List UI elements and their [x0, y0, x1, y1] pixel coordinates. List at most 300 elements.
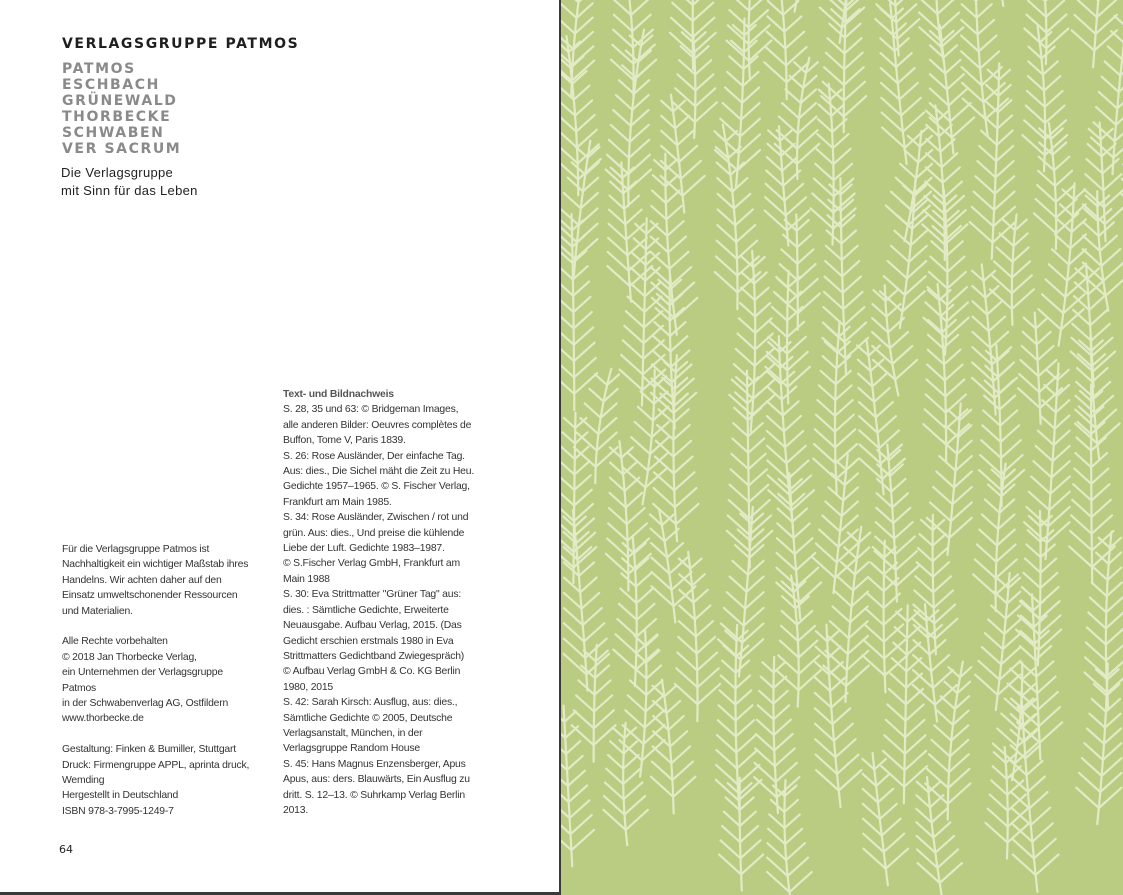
leaf-branch — [1041, 559, 1057, 573]
leaf-branch — [981, 131, 997, 145]
leaf-branch — [608, 238, 627, 255]
leaf-branch — [954, 472, 972, 488]
leaf-branch — [894, 522, 912, 539]
leaf-branch — [748, 439, 764, 453]
leaf-branch — [823, 356, 837, 369]
leaf-branch — [1037, 677, 1055, 694]
leaf-branch — [698, 684, 721, 704]
leaf-branch — [623, 769, 640, 784]
leaf-branch — [994, 261, 1012, 277]
leaf-branch — [768, 829, 785, 844]
leaf-branch — [1033, 461, 1051, 477]
leaf-branch — [815, 724, 834, 741]
leaf-branch — [768, 144, 782, 156]
leaf-branch — [946, 394, 966, 412]
leaf-branch — [564, 0, 579, 2]
leaf-branch — [863, 640, 884, 659]
leaf-branch — [1028, 1, 1046, 17]
leaf-branch — [1029, 792, 1047, 808]
leaf-branch — [624, 196, 639, 209]
leaf-branch — [873, 304, 887, 317]
leaf-branch — [895, 537, 915, 555]
leaf-branch — [606, 769, 623, 784]
leaf-branch — [906, 704, 924, 720]
leaf-branch — [790, 872, 812, 892]
leaf-branch — [740, 303, 755, 317]
leaf-branch — [1106, 598, 1122, 613]
leaf-branch — [578, 0, 593, 2]
leaf-branch — [1056, 185, 1075, 202]
leaf-branch — [988, 809, 1008, 827]
leaf-branch — [673, 777, 695, 797]
leaf-branch — [1088, 613, 1106, 629]
leaf-branch — [564, 418, 575, 428]
leaf-branch — [825, 261, 842, 276]
sustainability-line: Handelns. Wir achten daher auf den — [62, 574, 222, 586]
leaf-branch — [819, 385, 835, 400]
leaf-branch — [574, 297, 591, 312]
leaf-branch — [566, 741, 580, 754]
leaf-branch — [561, 130, 577, 148]
leaf-branch — [1039, 157, 1054, 171]
leaf-branch — [833, 708, 851, 724]
leaf-branch — [777, 553, 796, 570]
leaf-branch — [776, 568, 797, 587]
leaf-branch — [997, 115, 1012, 128]
leaf-branch — [670, 252, 689, 269]
leaf-branch — [1107, 583, 1122, 597]
leaf-branch — [950, 740, 968, 757]
leaf-branch — [787, 211, 809, 231]
leaf-branch — [1094, 396, 1113, 413]
leaf-branch — [1085, 743, 1103, 760]
leaf-branch — [767, 431, 785, 447]
leaf-branch — [1092, 583, 1107, 597]
leaf-branch — [787, 322, 804, 337]
leaf-branch — [625, 796, 646, 815]
leaf-branch — [786, 843, 805, 860]
leaf-branch — [979, 661, 1000, 680]
leaf-branch — [1040, 573, 1057, 588]
leaf-branch — [983, 410, 1000, 425]
leaf-branch — [961, 36, 979, 52]
imprint-name: SCHWABEN — [62, 125, 165, 141]
leaf-branch — [905, 720, 924, 737]
leaf-branch — [1072, 338, 1093, 356]
leaf-branch — [613, 30, 633, 48]
leaf-branch — [981, 440, 1001, 458]
leaf-branch — [927, 380, 946, 397]
leaf-branch — [991, 606, 1006, 619]
leaf-branch — [1041, 544, 1055, 557]
leaf-branch — [892, 658, 907, 671]
leaf-branch — [826, 53, 844, 70]
credit-line: Verlagsgruppe Random House — [283, 743, 420, 755]
leaf-branch — [896, 551, 917, 570]
leaf-branch — [1106, 643, 1123, 661]
leaf-branch — [767, 387, 782, 400]
leaf-branch — [895, 0, 913, 6]
leaf-branch — [768, 342, 779, 352]
leaf-branch — [576, 115, 594, 132]
leaf-branch — [791, 490, 814, 511]
leaf-branch — [745, 592, 763, 609]
leaf-branch — [946, 211, 959, 223]
leaf-branch — [823, 307, 844, 326]
leaf-branch — [607, 155, 629, 174]
leaf-branch — [561, 461, 575, 475]
leaf-branch — [877, 493, 893, 507]
leaf-branch — [1088, 282, 1102, 294]
leaf-branch — [798, 294, 820, 314]
leaf-branch — [577, 224, 598, 243]
leaf-branch — [885, 655, 908, 675]
leaf-branch — [632, 15, 650, 32]
leaf-branch — [583, 608, 602, 625]
leaf-branch — [677, 131, 693, 145]
leaf-branch — [996, 161, 1014, 177]
leaf-branch — [698, 668, 719, 687]
leaf-branch — [1012, 275, 1032, 293]
leaf-branch — [654, 488, 675, 507]
leaf-branch — [755, 748, 775, 766]
leaf-branch — [817, 400, 835, 416]
leaf-branch — [561, 18, 575, 34]
leaf-branch — [1087, 268, 1099, 279]
leaf-branch — [561, 343, 574, 361]
credit-line: dies. : Sämtliche Gedichte, Erweiterte — [283, 604, 449, 616]
leaf-branch — [625, 210, 641, 225]
leaf-branch — [815, 708, 833, 724]
leaf-branch — [1101, 249, 1120, 266]
leaf-branch — [977, 4, 992, 18]
leaf-branch — [814, 444, 835, 463]
leaf-branch — [725, 88, 742, 103]
leaf-branch — [1076, 788, 1099, 808]
leaf-branch — [692, 574, 705, 586]
leaf-branch — [671, 350, 689, 367]
leaf-branch — [653, 407, 668, 421]
leaf-branch — [825, 277, 843, 293]
leaf-branch — [970, 222, 993, 243]
rights-line: Alle Rechte vorbehalten — [62, 636, 168, 648]
leaf-branch — [767, 32, 786, 49]
leaf-branch — [573, 282, 589, 296]
leaf-branch — [878, 789, 893, 803]
leaf-branch — [749, 469, 767, 485]
leaf-branch — [792, 509, 807, 522]
leaf-branch — [1105, 714, 1121, 728]
leaf-branch — [785, 32, 804, 49]
leaf-branch — [956, 456, 972, 471]
leaf-branch — [681, 161, 701, 179]
leaf-branch — [1071, 515, 1092, 534]
decorative-leaf-page — [561, 0, 1123, 895]
leaf-branch — [1023, 573, 1040, 588]
leaf-branch — [594, 710, 614, 728]
leaf-branch — [715, 272, 738, 292]
leaf-branch — [798, 117, 817, 134]
leaf-branch — [653, 336, 670, 351]
leaf-branch — [939, 13, 959, 31]
leaf-branch — [973, 332, 991, 348]
leaf-branch — [1100, 236, 1117, 251]
leaf-branch — [934, 725, 951, 740]
leaf-branch — [896, 178, 914, 194]
leaf-branch — [1001, 440, 1021, 458]
leaf-branch — [694, 590, 708, 603]
leaf-branch — [925, 409, 947, 428]
leaf-branch — [1036, 318, 1048, 329]
leaf-branch — [915, 576, 933, 592]
leaf-branch — [740, 783, 752, 794]
leaf-branch — [1092, 515, 1113, 534]
leaf-branch — [780, 641, 799, 658]
leaf-branch — [882, 819, 901, 836]
leaf-branch — [732, 454, 749, 469]
leaf-branch — [597, 433, 617, 451]
leaf-branch — [833, 606, 851, 622]
leaf-branch — [1046, 1, 1064, 17]
leaf-branch — [630, 680, 646, 695]
leaf-branch — [731, 469, 749, 485]
leaf-branch — [567, 756, 583, 770]
leaf-branch — [901, 98, 921, 116]
leaf-branch — [1031, 808, 1050, 825]
leaf-branch — [668, 716, 683, 730]
leaf-branch — [767, 843, 786, 860]
leaf-branch — [679, 146, 697, 162]
leaf-branch — [909, 246, 927, 262]
leaf-branch — [895, 360, 917, 380]
leaf-branch — [1045, 106, 1064, 123]
leaf-branch — [787, 352, 808, 371]
leaf-branch — [816, 544, 837, 563]
leaf-branch — [570, 800, 590, 818]
leaf-branch — [985, 500, 1000, 513]
leaf-branch — [675, 116, 689, 129]
leaf-branch — [619, 604, 637, 620]
leaf-stem — [938, 284, 947, 461]
leaf-branch — [1019, 374, 1039, 392]
leaf-branch — [1091, 484, 1109, 500]
leaf-branch — [1026, 544, 1040, 557]
leaf-branch — [875, 19, 897, 39]
leaf-branch — [1031, 476, 1050, 493]
leaf-branch — [782, 157, 797, 171]
leaf-branch — [871, 360, 884, 372]
leaf-branch — [736, 735, 755, 752]
credit-line: Buffon, Tome V, Paris 1839. — [283, 435, 406, 447]
leaf-stem — [640, 630, 646, 777]
leaf-branch — [624, 782, 643, 799]
leaf-branch — [945, 365, 963, 381]
leaf-branch — [739, 134, 760, 153]
leaf-branch — [937, 0, 955, 14]
leaf-branch — [562, 432, 575, 443]
leaf-branch — [610, 493, 626, 508]
leaf-branch — [740, 797, 754, 810]
leaf-branch — [784, 16, 801, 31]
leaf-branch — [564, 578, 580, 593]
leaf-branch — [847, 651, 869, 670]
leaf-branch — [580, 578, 596, 593]
leaf-branch — [732, 561, 748, 575]
leaf-branch — [1037, 332, 1051, 345]
leaf-branch — [561, 312, 574, 328]
leaf-branch — [1040, 416, 1055, 429]
leaf-branch — [863, 834, 884, 852]
leaf-branch — [997, 729, 1017, 747]
leaf-branch — [646, 238, 658, 249]
sustainability-line: Nachhaltigkeit ein wichtiger Maßstab ihres — [62, 559, 249, 571]
leaf-branch — [631, 110, 649, 126]
leaf-branch — [677, 74, 695, 90]
leaf-branch — [988, 485, 1001, 497]
text-and-image-credits — [283, 387, 488, 818]
leaf-branch — [933, 562, 949, 577]
leaf-branch — [652, 762, 673, 780]
leaf-branch — [776, 763, 797, 782]
leaf-branch — [721, 840, 741, 858]
leaf-branch — [656, 441, 674, 457]
leaf-branch — [985, 633, 1003, 649]
leaf-branch — [1104, 729, 1121, 744]
leaf-branch — [838, 577, 853, 591]
leaf-branch — [561, 327, 574, 344]
credit-line: Neuausgabe. Aufbau Verlag, 2015. (Das — [283, 620, 462, 632]
leaf-branch — [638, 407, 653, 421]
tagline — [61, 164, 321, 200]
leaf-branch — [1077, 0, 1097, 17]
leaf-branch — [744, 608, 764, 626]
leaf-branch — [933, 822, 950, 837]
leaf-branch — [879, 430, 899, 448]
page-number: 64 — [59, 843, 73, 856]
leaf-stem — [1106, 532, 1112, 709]
leaf-branch — [626, 311, 644, 327]
leaf-branch — [679, 606, 695, 620]
leaf-branch — [949, 754, 969, 772]
leaf-branch — [1075, 453, 1091, 467]
leaf-branch — [605, 782, 624, 799]
leaf-branch — [926, 302, 947, 321]
credit-line: Gedicht erschien erstmals 1980 in Eva — [283, 635, 454, 647]
leaf-branch — [653, 731, 670, 746]
leaf-branch — [610, 478, 625, 491]
leaf-branch — [651, 252, 670, 269]
leaf-branch — [564, 608, 583, 625]
leaf-branch — [1042, 400, 1056, 412]
imprint-list — [62, 61, 181, 157]
leaf-branch — [749, 0, 767, 11]
leaf-branch — [845, 9, 859, 22]
leaf-branch — [650, 437, 669, 454]
sustainability-line: und Materialien. — [62, 605, 133, 617]
credit-line: S. 34: Rose Ausländer, Zwischen / rot und — [283, 512, 469, 524]
credits-heading: Text- und Bildnachweis — [283, 389, 394, 400]
leaf-branch — [783, 401, 799, 415]
leaf-branch — [737, 241, 757, 259]
leaf-branch — [934, 590, 953, 607]
leaf-branch — [787, 307, 802, 321]
leaf-branch — [739, 780, 762, 801]
rights-line: © 2018 Jan Thorbecke Verlag, — [62, 651, 197, 663]
leaf-branch — [757, 720, 774, 735]
leaf-branch — [671, 18, 693, 38]
leaf-branch — [944, 182, 962, 199]
leaf-branch — [1028, 76, 1044, 91]
leaf-branch — [881, 83, 899, 100]
leaf-branch — [1039, 707, 1060, 726]
leaf-branch — [674, 472, 694, 490]
leaf-branch — [976, 0, 990, 1]
leaf-branch — [561, 475, 574, 490]
leaf-branch — [932, 809, 947, 823]
leaf-branch — [982, 425, 1000, 442]
leaf-branch — [998, 515, 1014, 530]
leaf-branch — [1013, 247, 1029, 261]
leaf-branch — [1040, 587, 1058, 604]
leaf-branch — [718, 720, 736, 736]
leaf-branch — [1056, 400, 1070, 412]
leaf-branch — [716, 750, 737, 769]
leaf-branch — [796, 553, 815, 570]
leaf-branch — [729, 500, 750, 519]
leaf-branch — [990, 332, 1008, 348]
leaf-branch — [1092, 546, 1115, 567]
leaf-branch — [568, 771, 585, 786]
leaf-branch — [1089, 714, 1105, 728]
leaf-branch — [903, 113, 924, 132]
leaf-branch — [637, 589, 653, 604]
leaf-branch — [919, 13, 939, 31]
leaf-branch — [762, 662, 773, 672]
leaf-branch — [794, 581, 806, 592]
leaf-branch — [695, 60, 711, 74]
leaf-branch — [1046, 279, 1066, 297]
leaf-branch — [735, 676, 750, 689]
leaf-branch — [614, 0, 631, 15]
leaf-branch — [990, 795, 1008, 811]
credit-line: grün. Aus: dies., Und preise die kühlende — [283, 527, 465, 539]
leaf-stem — [884, 541, 886, 693]
leaf-branch — [754, 272, 767, 283]
leaf-branch — [788, 367, 810, 387]
leaf-branch — [631, 0, 648, 15]
leaf-branch — [993, 766, 1007, 779]
leaf-branch — [749, 454, 766, 469]
leaf-branch — [661, 146, 679, 162]
leaf-branch — [784, 184, 803, 201]
leaf-branch — [574, 710, 594, 728]
leaf-branch — [942, 153, 958, 167]
leaf-branch — [1074, 15, 1095, 34]
leaf-branch — [1072, 500, 1091, 517]
leaf-branch — [1049, 264, 1067, 281]
leaf-branch — [607, 539, 628, 558]
leaf-branch — [900, 164, 916, 178]
leaf-branch — [697, 653, 717, 671]
leaf-branch — [947, 257, 964, 272]
leaf-branch — [1103, 159, 1119, 173]
leaf-branch — [738, 150, 761, 170]
leaf-branch — [961, 51, 980, 68]
leaf-branch — [898, 68, 915, 83]
leaf-branch — [733, 423, 748, 436]
leaf-branch — [679, 590, 693, 603]
leaf-branch — [719, 705, 736, 720]
